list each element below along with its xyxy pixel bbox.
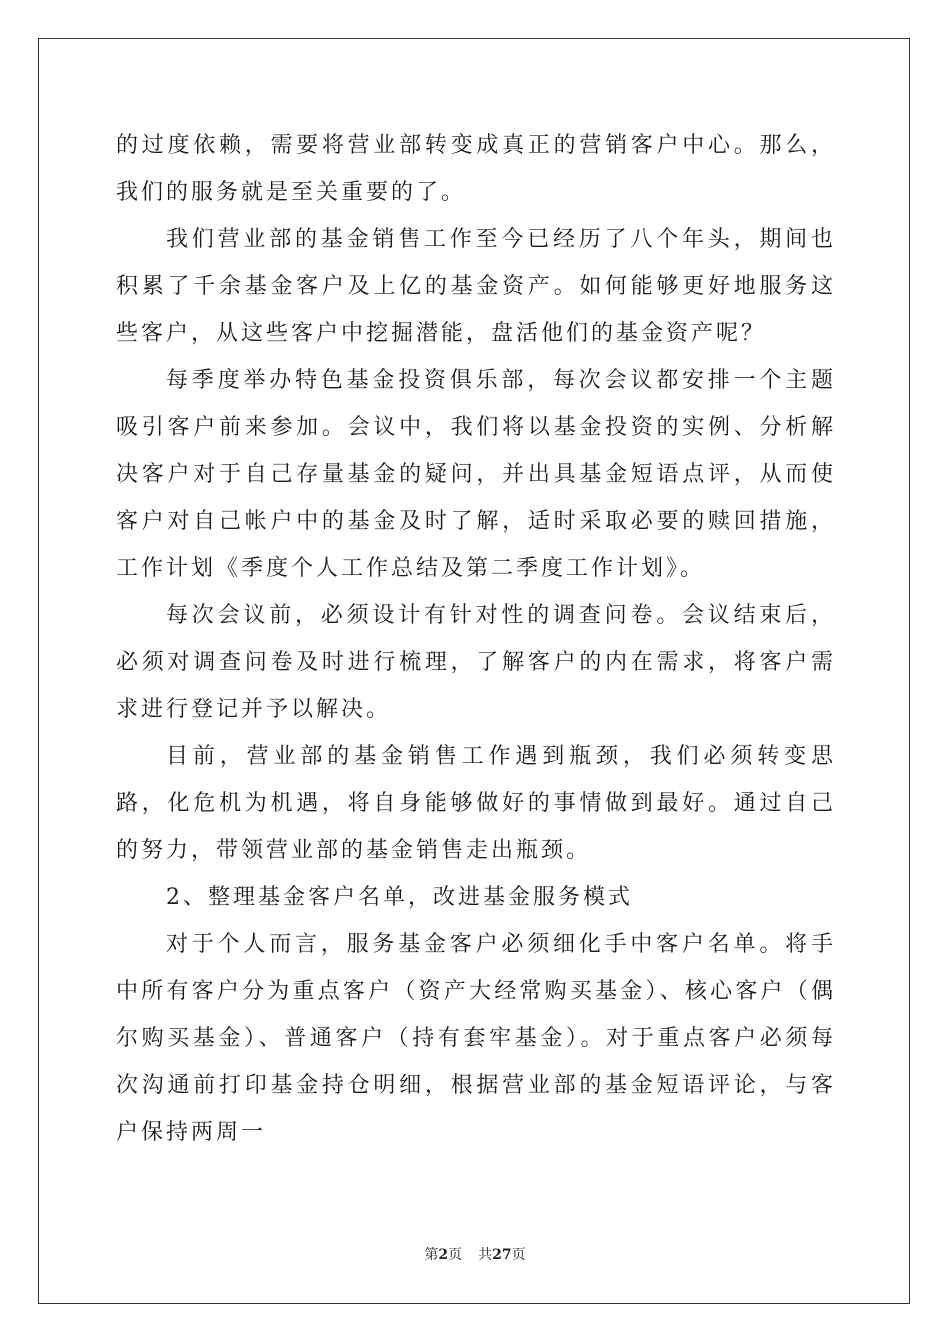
- text-line: 户中的基金及时了解，适时采取必要的赎回措施，工作计划《季度个: [116, 509, 836, 581]
- paragraph: [116, 733, 836, 874]
- text-line: 2、整理基金客户名单，改进基金服务模式: [166, 885, 633, 910]
- page-prefix: 第: [424, 1247, 439, 1263]
- paragraph: [116, 216, 836, 357]
- text-line: 目前，营业部的基金销售工作遇到瓶颈，我们必须转变思路，化: [116, 744, 836, 816]
- page-footer: [0, 1246, 950, 1264]
- text-line: 危机为机遇，将自身能够做好的事情做到最好。通过自己的努力，带: [116, 791, 836, 863]
- paragraph: [116, 122, 836, 216]
- paragraph: [116, 874, 836, 921]
- text-line: 于自己存量基金的疑问，并出具基金短语点评，从而使客户对自己帐: [116, 462, 836, 534]
- text-line: 有客户分为重点客户（资产大经常购买基金）、核心客户（偶尔购买: [116, 979, 836, 1051]
- text-line: 对调查问卷及时进行梳理，了解客户的内在需求，将客户需求进行登: [116, 650, 836, 722]
- document-body: [116, 122, 836, 1156]
- text-line: 的服务就是至关重要的了。: [166, 180, 467, 205]
- text-line: 客户前来参加。会议中，我们将以基金投资的实例、分析解决客户对: [116, 415, 836, 487]
- page-suffix: 页: [448, 1247, 463, 1263]
- paragraph: [116, 357, 836, 592]
- text-line: 每次会议前，必须设计有针对性的调查问卷。会议结束后，必须: [116, 603, 836, 675]
- total-suffix: 页: [511, 1247, 526, 1263]
- text-line: 记并予以解决。: [216, 697, 392, 722]
- text-line: 从这些客户中挖掘潜能，盘活他们的基金资产呢？: [216, 321, 767, 346]
- text-line: 每季度举办特色基金投资俱乐部，每次会议都安排一个主题吸引: [116, 368, 836, 440]
- text-line: 打印基金持仓明细，根据营业部的基金短语评论，与客户保持两周一: [116, 1073, 836, 1145]
- text-line: 对于个人而言，服务基金客户必须细化手中客户名单。将手中所: [116, 932, 836, 1004]
- paragraph: [116, 921, 836, 1156]
- text-line: 了千余基金客户及上亿的基金资产。如何能够更好地服务这些客户，: [116, 274, 836, 346]
- total-prefix: 共: [478, 1247, 493, 1263]
- paragraph: [116, 592, 836, 733]
- page-number: 2: [438, 1247, 449, 1263]
- total-pages: 27: [492, 1247, 512, 1263]
- text-line: 的过度依赖，需要将营业部转变成真正的营销客户中心。那么，我们: [116, 133, 836, 205]
- text-line: 领营业部的基金销售走出瓶颈。: [241, 838, 592, 863]
- text-line: 人工作总结及第二季度工作计划》。: [316, 556, 706, 581]
- text-line: 我们营业部的基金销售工作至今已经历了八个年头，期间也积累: [116, 227, 836, 299]
- text-line: 基金）、普通客户（持有套牢基金）。对于重点客户必须每次沟通前: [116, 1026, 836, 1098]
